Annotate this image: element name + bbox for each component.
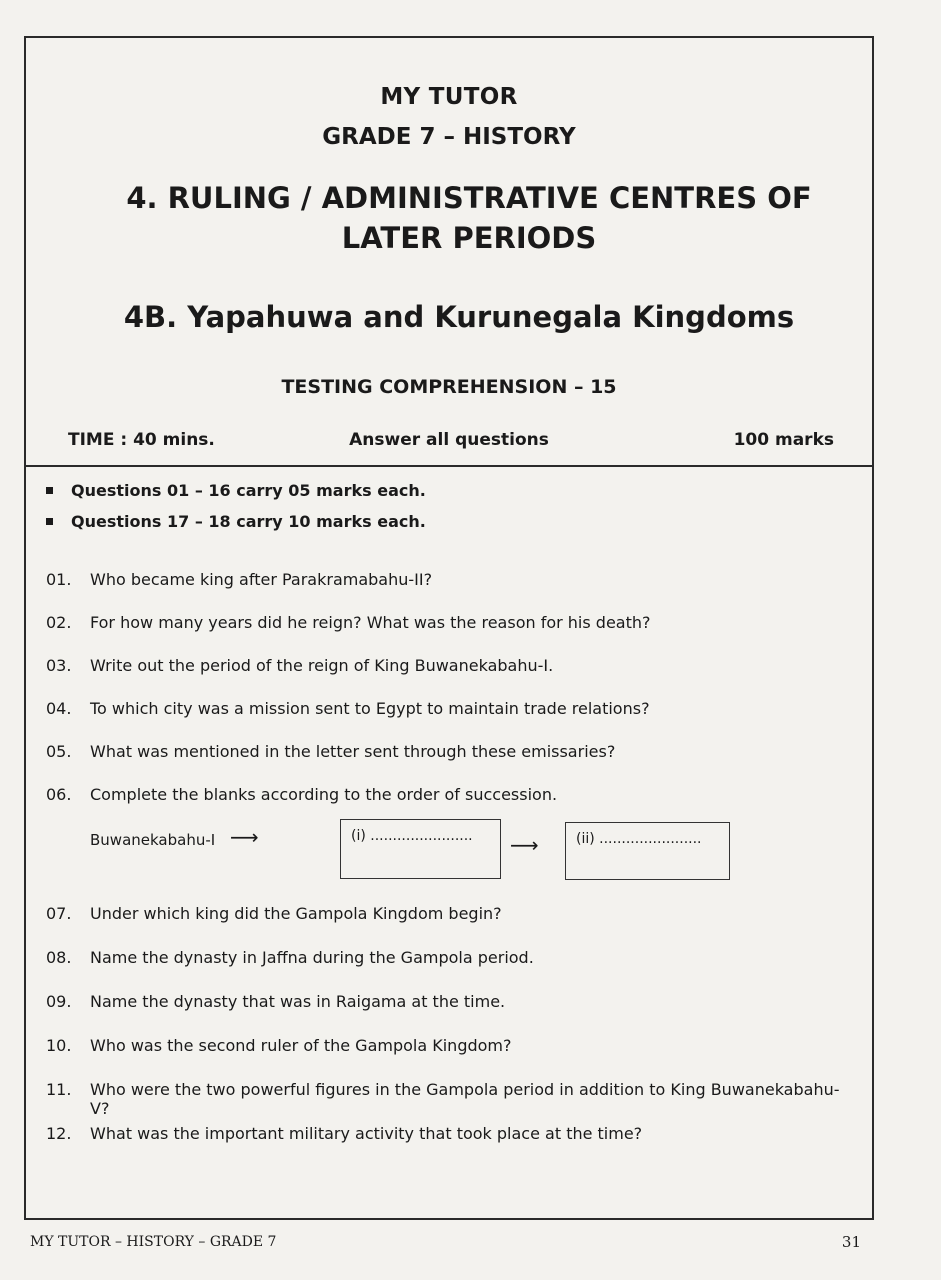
- question-number: 10.: [46, 1036, 72, 1055]
- question-item: [46, 904, 846, 948]
- question-item: [46, 613, 846, 656]
- question-text: Write out the period of the reign of King Buwanekabahu-I.: [90, 656, 554, 675]
- grade-title: GRADE 7 – HISTORY: [322, 124, 576, 150]
- chapter-title: [26, 178, 872, 258]
- question-number: 11.: [46, 1080, 72, 1099]
- chapter-title-line1: 4. RULING / ADMINISTRATIVE CENTRES OF: [126, 181, 812, 215]
- question-text: Name the dynasty in Jaffna during the Gampola period.: [90, 948, 534, 967]
- question-number: 08.: [46, 948, 72, 967]
- arrow-right-icon: ⟶: [510, 833, 539, 857]
- blank-box-2[interactable]: [565, 822, 730, 880]
- question-item: [46, 1124, 846, 1168]
- question-text: Name the dynasty that was in Raigama at the time.: [90, 992, 506, 1011]
- note-text: Questions 01 – 16 carry 05 marks each.: [71, 481, 426, 500]
- time-label: TIME : 40 mins.: [68, 430, 215, 450]
- question-text: Who were the two powerful figures in the Gampola period in addition to King Buwanekabahu-V?: [90, 1080, 840, 1118]
- question-item: [46, 1036, 846, 1080]
- question-number: 03.: [46, 656, 72, 675]
- note-item: [46, 475, 426, 506]
- question-item: [46, 1080, 846, 1124]
- instruction-text: Answer all questions: [349, 430, 549, 450]
- question-number: 09.: [46, 992, 72, 1011]
- question-item: [46, 699, 846, 742]
- note-text: Questions 17 – 18 carry 10 marks each.: [71, 512, 426, 531]
- note-item: [46, 506, 426, 537]
- arrow-right-icon: ⟶: [230, 825, 259, 849]
- question-text: For how many years did he reign? What was the reason for his death?: [90, 613, 651, 632]
- test-title: TESTING COMPREHENSION – 15: [281, 376, 617, 398]
- blank-box-1[interactable]: [340, 819, 501, 879]
- question-number: 05.: [46, 742, 72, 761]
- question-number: 04.: [46, 699, 72, 718]
- question-number: 12.: [46, 1124, 72, 1143]
- question-text: Under which king did the Gampola Kingdom begin?: [90, 904, 502, 923]
- question-item: [46, 656, 846, 699]
- footer-running-title: MY TUTOR – HISTORY – GRADE 7: [30, 1234, 277, 1250]
- question-text: Who became king after Parakramabahu-II?: [90, 570, 433, 589]
- question-text: Who was the second ruler of the Gampola Kingdom?: [90, 1036, 512, 1055]
- question-item: [46, 785, 846, 819]
- question-number: 02.: [46, 613, 72, 632]
- question-number: 07.: [46, 904, 72, 923]
- square-bullet-icon: [46, 518, 53, 525]
- header-divider: [26, 465, 872, 467]
- question-list: [46, 570, 846, 1168]
- question-number: 01.: [46, 570, 72, 589]
- page-number: 31: [841, 1233, 861, 1251]
- marks-notes: [46, 475, 426, 537]
- question-item: [46, 570, 846, 613]
- brand-title: MY TUTOR: [380, 84, 518, 110]
- question-text: What was the important military activity that took place at the time?: [90, 1124, 643, 1143]
- chapter-title-line2: LATER PERIODS: [341, 221, 597, 255]
- square-bullet-icon: [46, 487, 53, 494]
- blank-1-label: (i) .......................: [351, 828, 473, 844]
- question-item: [46, 948, 846, 992]
- question-text: To which city was a mission sent to Egypt to maintain trade relations?: [90, 699, 650, 718]
- lesson-subtitle: 4B. Yapahuwa and Kurunegala Kingdoms: [123, 300, 795, 334]
- succession-diagram: [90, 819, 846, 889]
- question-item: [46, 742, 846, 785]
- succession-start: Buwanekabahu-I: [90, 831, 216, 849]
- question-item: [46, 992, 846, 1036]
- blank-2-label: (ii) .......................: [576, 831, 702, 847]
- marks-label: 100 marks: [733, 430, 834, 450]
- question-text: Complete the blanks according to the order of succession.: [90, 785, 558, 804]
- question-text: What was mentioned in the letter sent through these emissaries?: [90, 742, 616, 761]
- question-number: 06.: [46, 785, 72, 804]
